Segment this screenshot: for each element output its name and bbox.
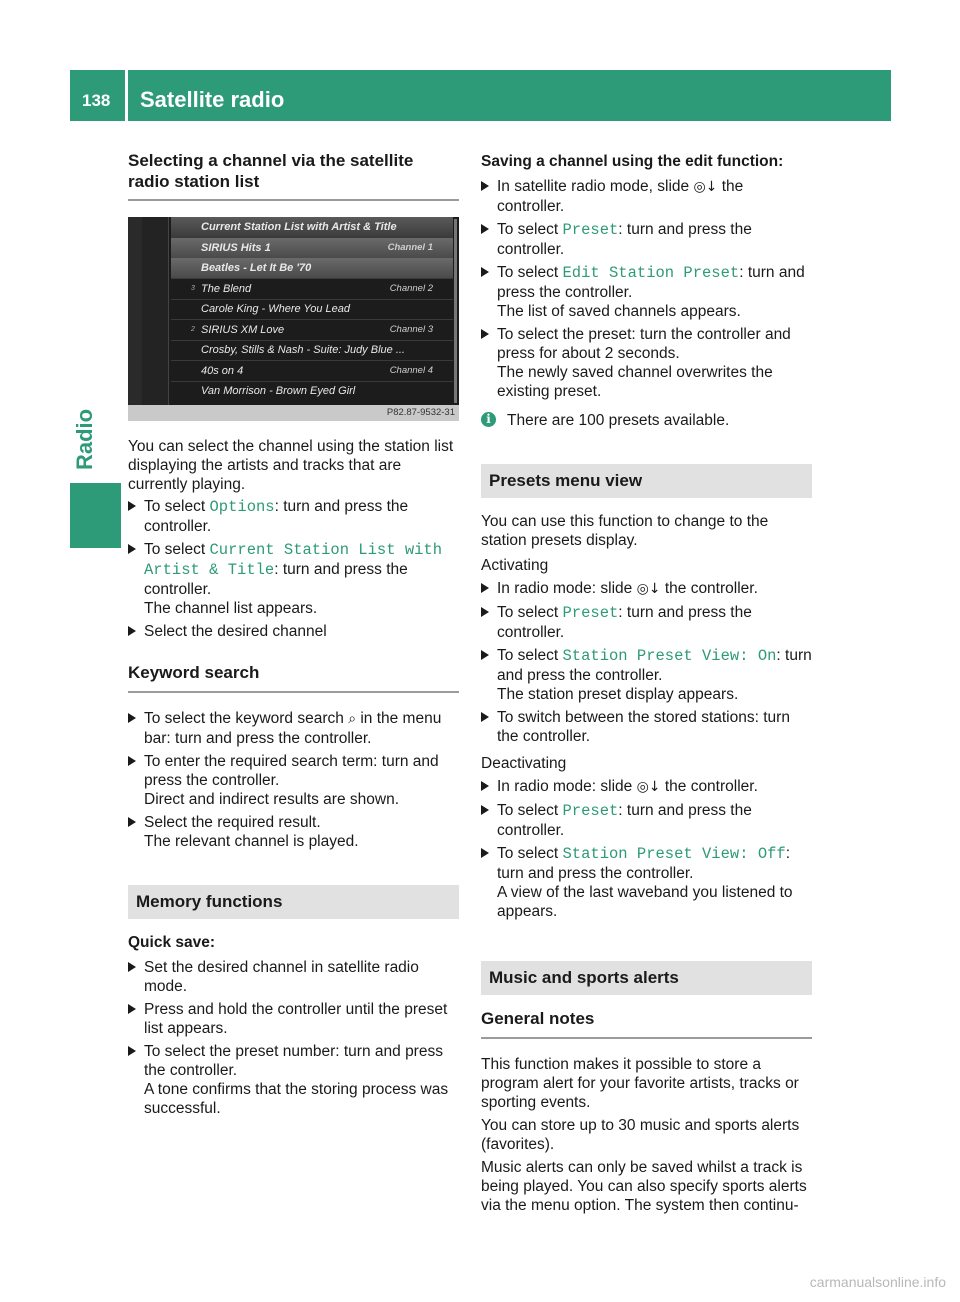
info-icon: i xyxy=(481,412,496,427)
step-result: A tone confirms that the storing process was successful. xyxy=(144,1081,449,1117)
step-item: Set the desired channel in satellite radio mode. xyxy=(128,958,459,996)
section-title-presets-menu-view: Presets menu view xyxy=(481,464,812,498)
step-arrow-icon xyxy=(128,501,136,511)
step-item: To select the preset: turn the controller and press for about 2 seconds. The newly saved channel overwrites the existing preset. xyxy=(481,325,812,401)
controller-slide-icon: ◎↓ xyxy=(636,779,661,795)
step-arrow-icon xyxy=(128,817,136,827)
screenshot-row xyxy=(171,258,453,279)
section-title-memory-functions: Memory functions xyxy=(128,885,459,919)
step-arrow-icon xyxy=(481,848,489,858)
step-arrow-icon xyxy=(481,781,489,791)
deactivating-label: Deactivating xyxy=(481,755,567,772)
step-item: In radio mode: slide ◎↓ the controller. xyxy=(481,777,812,797)
screenshot-row-title: 40s on 4 xyxy=(201,365,244,377)
screenshot-row xyxy=(171,340,453,361)
step-arrow-icon xyxy=(128,544,136,554)
page-header xyxy=(70,70,891,121)
screenshot-row-title: Carole King - Where You Lead xyxy=(201,303,350,315)
screenshot-left-panel-inner xyxy=(142,217,169,405)
step-arrow-icon xyxy=(128,1004,136,1014)
screenshot-row-title: Van Morrison - Brown Eyed Girl xyxy=(201,385,356,397)
intro-paragraph: You can select the channel using the station list displaying the artists and tracks that are currently playing. xyxy=(128,438,454,493)
step-item: To select Preset: turn and press the controller. xyxy=(481,603,812,642)
screenshot-row-title: SIRIUS XM Love xyxy=(201,324,285,336)
step-arrow-icon xyxy=(481,607,489,617)
screenshot-row-number: 2 xyxy=(191,326,195,333)
step-item: Press and hold the controller until the preset list appears. xyxy=(128,1000,459,1038)
step-result: The channel list appears. xyxy=(144,600,318,617)
screenshot-row-number: 3 xyxy=(191,285,195,292)
screenshot-row xyxy=(171,279,453,300)
step-item: To select Station Preset View: On: turn and press the controller. The station preset display appears. xyxy=(481,646,812,704)
section-title-station-list: Selecting a channel via the satellite radio station list xyxy=(128,150,459,201)
screenshot-row xyxy=(171,320,453,341)
step-item: To select Station Preset View: Off: turn and press the controller. A view of the last waveband you listened to appears. xyxy=(481,844,812,921)
menu-item-current-station-list: Current Station List with Artist & Title xyxy=(144,541,443,579)
step-item: In radio mode: slide ◎↓ the controller. xyxy=(481,579,812,599)
screenshot-row-channel: Channel 4 xyxy=(389,365,433,376)
menu-item-station-preset-view-off: Station Preset View: Off xyxy=(562,845,786,863)
screenshot-row-title: Current Station List with Artist & Title xyxy=(201,221,397,233)
controller-slide-icon: ◎↓ xyxy=(693,179,718,195)
controller-slide-icon: ◎↓ xyxy=(636,581,661,597)
screenshot-row xyxy=(171,217,453,238)
step-arrow-icon xyxy=(481,329,489,339)
menu-item-preset: Preset xyxy=(562,221,619,239)
screenshot-station-list xyxy=(171,217,453,405)
watermark: carmanualsonline.info xyxy=(809,1274,946,1290)
step-result: A view of the last waveband you listened to appears. xyxy=(497,884,793,920)
section-title-music-sports-alerts: Music and sports alerts xyxy=(481,961,812,995)
activating-label: Activating xyxy=(481,557,549,574)
step-arrow-icon xyxy=(128,713,136,723)
screenshot-row xyxy=(171,238,453,259)
step-arrow-icon xyxy=(481,650,489,660)
left-column xyxy=(128,150,459,1122)
step-result: Direct and indirect results are shown. xyxy=(144,791,400,808)
side-tab-marker xyxy=(70,483,121,548)
menu-item-options: Options xyxy=(209,498,275,516)
screenshot-row-title: The Blend xyxy=(201,283,252,295)
step-item: To select Current Station List with Artist & Title: turn and press the controller. The channel list appears. xyxy=(128,540,459,618)
step-item: To select Options: turn and press the controller. xyxy=(128,497,459,536)
page-title: Satellite radio xyxy=(140,87,285,112)
step-arrow-icon xyxy=(481,267,489,277)
step-item: To select Preset: turn and press the controller. xyxy=(481,220,812,259)
step-item: Select the desired channel xyxy=(128,622,459,641)
edit-function-label: Saving a channel using the edit function: xyxy=(481,153,784,170)
step-arrow-icon xyxy=(128,756,136,766)
step-result: The relevant channel is played. xyxy=(144,833,359,850)
step-item: To select the keyword search ⌕ in the menu bar: turn and press the controller. xyxy=(128,709,459,748)
screenshot-scrollbar xyxy=(454,219,457,403)
screenshot-row-channel: Channel 2 xyxy=(389,283,433,294)
screenshot-row-title: Beatles - Let It Be '70 xyxy=(201,262,312,274)
step-result: The station preset display appears. xyxy=(497,686,739,703)
subsection-title-general-notes: General notes xyxy=(481,1009,812,1039)
menu-item-preset: Preset xyxy=(562,802,619,820)
step-arrow-icon xyxy=(481,224,489,234)
presets-intro: You can use this function to change to the station presets display. xyxy=(481,513,769,549)
screenshot-row xyxy=(171,361,453,382)
screenshot-row-channel: Channel 1 xyxy=(387,242,433,253)
search-icon: ⌕ xyxy=(348,711,357,727)
step-arrow-icon xyxy=(481,583,489,593)
step-item: To select Preset: turn and press the controller. xyxy=(481,801,812,840)
screenshot-row-channel: Channel 3 xyxy=(389,324,433,335)
menu-item-preset: Preset xyxy=(562,604,619,622)
body-paragraph: Music alerts can only be saved whilst a track is being played. You can also specify sports alerts via the menu option. The system then continu- xyxy=(481,1159,807,1214)
step-arrow-icon xyxy=(128,1046,136,1056)
body-paragraph: This function makes it possible to store a program alert for your favorite artists, tracks or sporting events. xyxy=(481,1056,799,1111)
screenshot-row-title: SIRIUS Hits 1 xyxy=(201,242,271,254)
side-tab-label: Radio xyxy=(72,408,97,470)
step-item: To switch between the stored stations: turn the controller. xyxy=(481,708,812,746)
step-item: To select Edit Station Preset: turn and press the controller. The list of saved channels appears. xyxy=(481,263,812,321)
right-column xyxy=(481,150,812,1218)
station-list-screenshot xyxy=(128,217,459,421)
screenshot-caption: P82.87-9532-31 xyxy=(128,405,459,421)
step-result: The list of saved channels appears. xyxy=(497,303,741,320)
quick-save-label: Quick save: xyxy=(128,934,216,951)
page-number: 138 xyxy=(82,91,111,110)
step-arrow-icon xyxy=(481,181,489,191)
step-item: To select the preset number: turn and press the controller. A tone confirms that the storing process was successful. xyxy=(128,1042,459,1118)
step-item: To enter the required search term: turn and press the controller. Direct and indirect results are shown. xyxy=(128,752,459,809)
screenshot-row-title: Crosby, Stills & Nash - Suite: Judy Blue ... xyxy=(201,344,405,356)
info-note: i There are 100 presets available. xyxy=(481,411,812,430)
menu-item-station-preset-view-on: Station Preset View: On xyxy=(562,647,777,665)
menu-item-edit-station-preset: Edit Station Preset xyxy=(562,264,740,282)
body-paragraph: You can store up to 30 music and sports alerts (favorites). xyxy=(481,1117,800,1153)
step-arrow-icon xyxy=(128,962,136,972)
step-arrow-icon xyxy=(481,805,489,815)
header-divider xyxy=(125,70,128,121)
step-arrow-icon xyxy=(481,712,489,722)
screenshot-row xyxy=(171,299,453,320)
step-item: In satellite radio mode, slide ◎↓ the controller. xyxy=(481,177,812,216)
step-arrow-icon xyxy=(128,626,136,636)
step-result: The newly saved channel overwrites the existing preset. xyxy=(497,364,773,400)
section-title-keyword-search: Keyword search xyxy=(128,663,459,693)
step-item: Select the required result. The relevant channel is played. xyxy=(128,813,459,851)
screenshot-row xyxy=(171,381,453,401)
